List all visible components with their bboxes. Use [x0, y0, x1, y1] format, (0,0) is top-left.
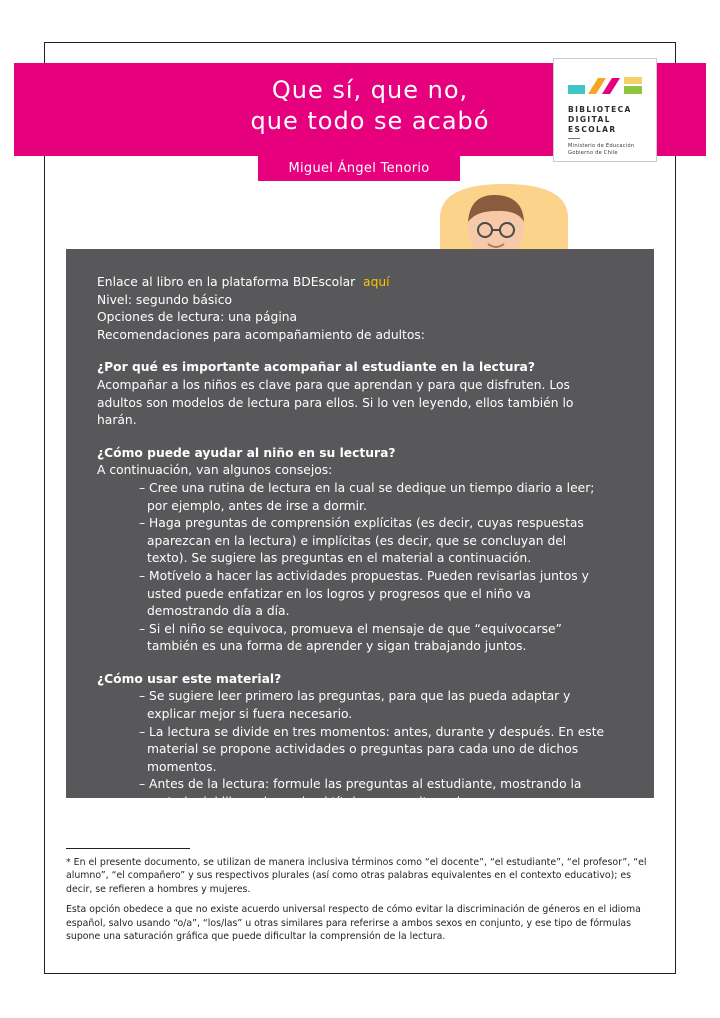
logo-line-2: DIGITAL — [568, 115, 611, 124]
book-link[interactable]: aquí — [363, 275, 390, 289]
list-item: – Se sugiere leer primero las preguntas, para que las pueda adaptar y explicar mejor si fuera necesario. — [139, 689, 571, 722]
list-item: – Si el niño se equivoca, promueva el mensaje de que “equivocarse” también es una forma de aprender y sigan trabajando juntos. — [139, 621, 562, 654]
reading-options-line: Opciones de lectura: una página — [97, 310, 298, 325]
logo-sub-line-1: Ministerio de Educación — [568, 143, 635, 149]
author-name: Miguel Ángel Tenorio — [288, 161, 430, 176]
content-panel-text — [97, 274, 607, 812]
recommendations-line: Recomendaciones para acompañamiento de adultos: — [97, 327, 425, 342]
footnote — [66, 856, 656, 943]
book-link-label: Enlace al libro en la plataforma BDEscolar — [97, 275, 356, 289]
question-2-heading: ¿Cómo puede ayudar al niño en su lectura? — [97, 445, 396, 460]
question-1-body: Acompañar a los niños es clave para que aprendan y para que disfruten. Los adultos son modelos de lectura para ellos. Si lo ven leyendo, ellos también lo harán. — [97, 377, 574, 428]
question-3-heading: ¿Cómo usar este material? — [97, 671, 282, 686]
logo-sub-line-2: Gobierno de Chile — [568, 150, 618, 156]
list-item: – Cree una rutina de lectura en la cual se dedique un tiempo diario a leer; por ejemplo, antes de irse a dormir. — [139, 480, 595, 513]
question-2-bullets — [139, 480, 607, 656]
question-3-bullets — [139, 688, 607, 811]
book-link-line — [97, 274, 607, 292]
question-2-intro: A continuación, van algunos consejos: — [97, 463, 333, 478]
level-line: Nivel: segundo básico — [97, 292, 232, 307]
footnote-paragraph-1: * En el presente documento, se utilizan de manera inclusiva términos como “el docente”, “el estudiante”, “el profesor”, “el alumno”, “el compañero” y sus respectivos plurales (así como otras palabras equivalentes en el contexto educativo); es decir, se refieren a hombres y mujeres. — [66, 857, 647, 895]
logo-line-1: BIBLIOTECA — [568, 105, 632, 114]
logo-subtitle — [568, 143, 652, 157]
list-item: – Antes de la lectura: formule las preguntas al estudiante, mostrando la portada del libro y leyendo el título en voz alta y clara. — [139, 777, 582, 810]
content-panel — [66, 249, 654, 810]
question-1-heading: ¿Por qué es importante acompañar al estudiante en la lectura? — [97, 360, 535, 375]
logo-divider — [568, 138, 580, 139]
list-item: – Motívelo a hacer las actividades propuestas. Pueden revisarlas juntos y usted puede enfatizar en los logros y progresos que el niño va demostrando día a día. — [139, 568, 589, 619]
title-line-1: Que sí, que no, — [271, 76, 469, 104]
title-line-2: que todo se acabó — [250, 107, 490, 135]
bdescolar-logo — [553, 58, 657, 162]
list-item: – Haga preguntas de comprensión explícitas (es decir, cuyas respuestas aparezcan en la lectura) e implícitas (es decir, que se concluyan del texto). Se sugiere las preguntas en el material a continuación. — [139, 516, 584, 566]
logo-line-3: ESCOLAR — [568, 125, 617, 134]
footnote-divider — [66, 848, 190, 849]
page-title — [180, 75, 560, 137]
list-item: – La lectura se divide en tres momentos: antes, durante y después. En este material se propone actividades o preguntas para cada uno de dichos momentos. — [139, 724, 605, 774]
logo-mark-icon — [568, 73, 644, 99]
footnote-paragraph-2: Esta opción obedece a que no existe acuerdo universal respecto de cómo evitar la discriminación de géneros en el idioma español, salvo usando “o/a”, “los/las” u otras similares para referirse a ambos sexos en conjunto, y ese tipo de fórmulas supone una saturación gráfica que puede dificultar la comprensión de la lectura. — [66, 904, 641, 943]
logo-wordmark — [568, 105, 648, 135]
